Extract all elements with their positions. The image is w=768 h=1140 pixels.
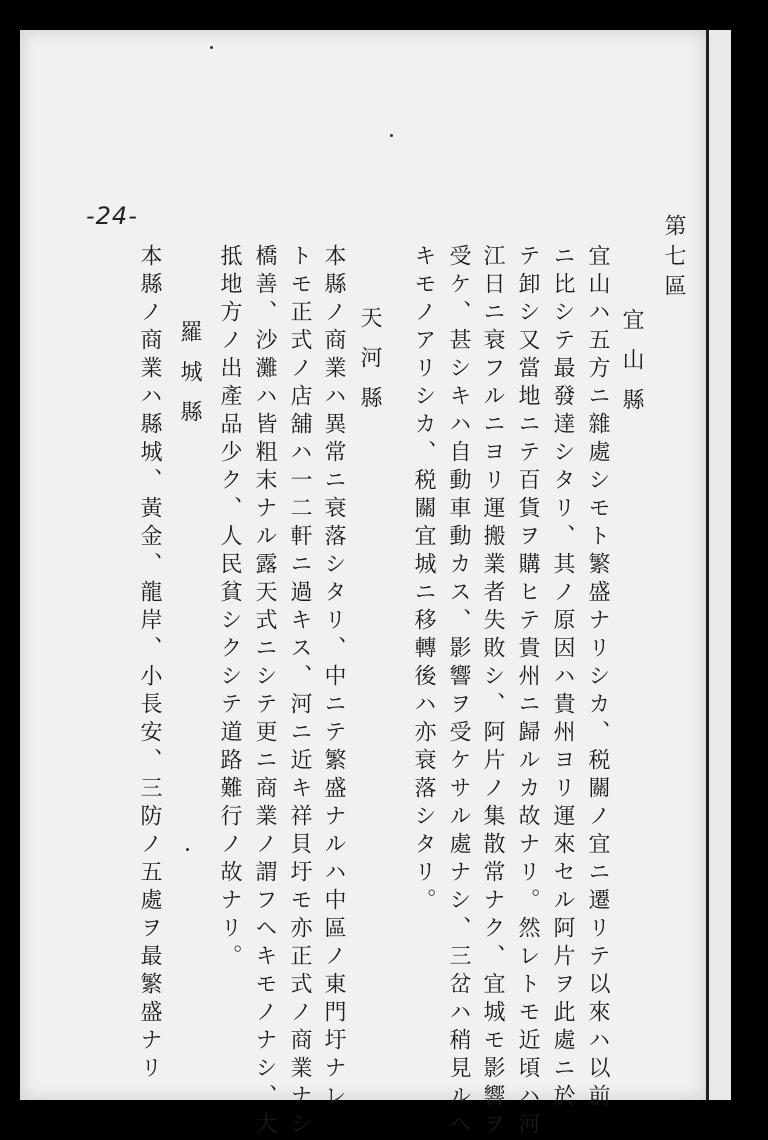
book-spine [729, 0, 768, 1114]
section-title: 第七區 [661, 214, 686, 304]
document-page [20, 30, 706, 1140]
text-line: 受ケ、甚シキハ自動車動カス、影響ヲ受ケサル處ナシ、三岔ハ稍見ルヘ [446, 244, 471, 1140]
scan-speck [390, 134, 393, 137]
scan-speck [210, 46, 213, 49]
county-heading-yishan: 宜山縣 [619, 308, 644, 428]
page-number: -24- [86, 202, 138, 230]
county-heading-tianhe: 天河縣 [357, 306, 382, 426]
text-line: 本縣ノ商業ハ縣城、黃金、龍岸、小長安、三防ノ五處ヲ最繁盛ナリ [137, 244, 162, 1084]
text-line: トモ正式ノ店舖ハ一二軒ニ過キス、河ニ近キ祥貝圩モ亦正式ノ商業ナシ [287, 244, 312, 1140]
text-line: 宜山ハ五方ニ雜處シモト繁盛ナリシカ、税關ノ宜ニ遷リテ以來ハ以前 [585, 244, 610, 1112]
text-line: 江日ニ衰フルニヨリ運搬業者失敗シ、阿片ノ集散常ナク、宜城モ影響ヲ [480, 244, 505, 1140]
scan-speck [186, 848, 189, 851]
facing-page-edge [706, 30, 731, 1100]
text-line: 本縣ノ商業ハ異常ニ衰落シタリ、中ニテ繁盛ナルハ中區ノ東門圩ナレ [321, 244, 346, 1112]
text-line: テ卸シ又當地ニテ百貨ヲ購ヒテ貴州ニ歸ルカ故ナリ。然レトモ近頃ハ河 [515, 244, 540, 1140]
text-line: ニ比シテ最發達シタリ、其ノ原因ハ貴州ヨリ運來セル阿片ヲ此處ニ於 [550, 244, 575, 1112]
text-line: キモノアリシカ、税關宜城ニ移轉後ハ亦衰落シタリ。 [411, 244, 436, 916]
text-line: 橋善、沙灘ハ皆粗末ナル露天式ニシテ更ニ商業ノ謂フヘキモノナシ、大 [252, 244, 277, 1140]
county-heading-luocheng: 羅城縣 [177, 320, 202, 440]
text-line: 抵地方ノ出產品少ク、人民貧シクシテ道路難行ノ故ナリ。 [217, 244, 242, 972]
